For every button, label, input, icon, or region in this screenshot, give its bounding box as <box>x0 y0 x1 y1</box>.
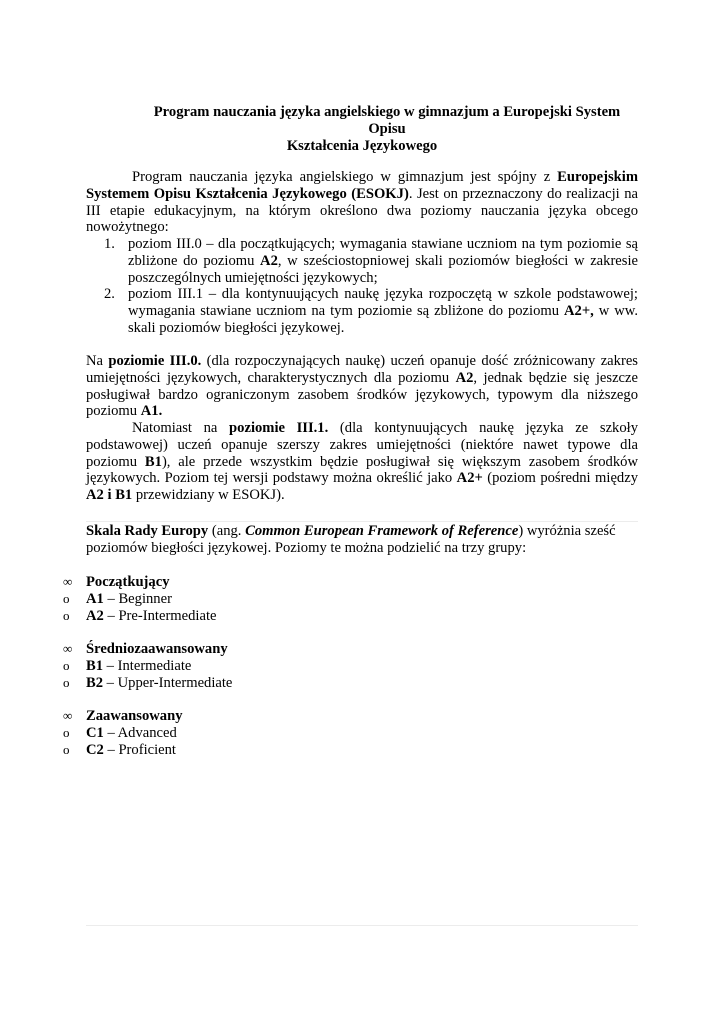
text: przewidziany w ESOKJ). <box>132 487 285 504</box>
list-item <box>0 725 724 742</box>
level-name: – Advanced <box>103 724 177 741</box>
bold-text: B1 <box>144 453 162 470</box>
list-item <box>0 675 724 692</box>
group-heading: Średniozaawansowany <box>86 641 228 657</box>
level-label <box>86 608 217 625</box>
text: ) wyróżnia sześć <box>518 523 616 539</box>
intro-bold-esokj: Europejskim Systemem Opisu Kształcenia Językowego (ESOKJ) <box>86 169 638 202</box>
bold-text: Skala Rady Europy <box>86 523 209 539</box>
level-label <box>86 725 177 742</box>
circle-bullet-icon: o <box>63 674 70 690</box>
group-heading-row <box>0 641 724 658</box>
circle-bullet-icon: o <box>63 724 70 740</box>
group-beginner <box>0 574 724 624</box>
level-text: w ww. skali poziomów biegłości językowej. <box>128 303 638 336</box>
text: (dla rozpoczynających naukę) uczeń opanuje dość zróżnicowany zakres umiejętności językowych, charakterystycznych dla poziomu <box>86 353 638 386</box>
intro-text-2: . Jest on przeznaczony do realizacji na III etapie edukacyjnym, na którym określono dwa poziomy nauczania języka obcego nowożytnego: <box>86 185 638 236</box>
intro-text-1: Program nauczania języka angielskiego w gimnazjum jest spójny z <box>132 169 558 185</box>
level-text: poziom III.0 – dla początkujących; wymagania stawiane uczniom na tym poziomie są zbliżone do poziomu <box>128 236 638 269</box>
bold-text: A1. <box>140 403 163 420</box>
bold-text: poziomie III.0. <box>108 353 202 369</box>
divider-line <box>86 521 638 522</box>
document-title <box>86 104 638 155</box>
levels-list <box>86 236 638 337</box>
level-label <box>86 742 176 759</box>
infinity-bullet-icon: ∞ <box>63 708 73 723</box>
level-code: C2 <box>86 741 104 758</box>
footer-divider-line <box>86 925 638 926</box>
level-label <box>86 675 232 692</box>
text: (ang. <box>208 523 246 539</box>
list-item <box>0 658 724 675</box>
level-name: – Beginner <box>103 590 172 607</box>
level-name: – Intermediate <box>103 657 192 674</box>
list-item <box>0 742 724 759</box>
level-item-1 <box>86 236 638 286</box>
infinity-bullet-icon: ∞ <box>63 641 73 656</box>
text: Natomiast na <box>132 420 230 436</box>
level-bold: A2 <box>260 252 278 269</box>
text: (poziom pośredni między <box>482 470 638 487</box>
level-text: poziom III.1 – dla kontynuujących naukę języka rozpoczętą w szkole podstawowej; wymagania stawiane uczniom na tym poziomie są zbliżone do poziomu <box>128 286 638 320</box>
level-name: – Upper-Intermediate <box>103 674 233 691</box>
bold-text: A2 i B1 <box>86 487 133 504</box>
text: poziomów biegłości językowej. Poziomy te można podzielić na trzy grupy: <box>86 539 527 556</box>
level-number: 2. <box>104 286 115 303</box>
level-bold: A2+, <box>563 303 594 320</box>
text: ), ale przede wszystkim będzie posługiwał się większym zasobem środków językowych. Poziom tej wersji podstawy można określić jako <box>86 453 638 487</box>
level-text: , w sześciostopniowej skali poziomów biegłości w zakresie poszczególnych umiejętności językowych; <box>128 252 638 286</box>
skala-paragraph <box>86 523 638 557</box>
level-label <box>86 658 191 675</box>
group-heading-row <box>0 574 724 591</box>
title-line-1: Program nauczania języka angielskiego w gimnazjum a Europejski System Opisu <box>153 104 621 137</box>
level-item-2 <box>86 286 638 336</box>
level-label <box>86 591 172 608</box>
paragraph-level-iii-0 <box>86 353 638 420</box>
level-code: B2 <box>86 674 104 691</box>
text: , jednak będzie się jeszcze posługiwał bardzo ograniczonym zasobem środków językowych, typowym dla niższego poziomu <box>86 369 638 420</box>
text: Na <box>86 353 109 369</box>
level-code: A2 <box>86 607 104 624</box>
text: (dla kontynuujących naukę języka ze szkoły podstawowej) uczeń opanuje szerszy zakres umiejętności (niektóre nawet typowe dla poziomu <box>86 420 638 470</box>
circle-bullet-icon: o <box>63 741 70 757</box>
circle-bullet-icon: o <box>63 607 70 623</box>
circle-bullet-icon: o <box>63 657 70 673</box>
infinity-bullet-icon: ∞ <box>63 574 73 589</box>
bold-italic-text: Common European Framework of Reference <box>245 523 519 539</box>
level-code: B1 <box>86 657 104 674</box>
level-code: C1 <box>86 724 104 741</box>
title-line-2: Kształcenia Językowego <box>286 138 438 154</box>
level-name: – Pre-Intermediate <box>103 607 217 624</box>
bold-text: poziomie III.1. <box>229 420 329 436</box>
group-heading: Zaawansowany <box>86 708 183 724</box>
group-heading-row <box>0 708 724 725</box>
level-code: A1 <box>86 590 104 607</box>
list-item <box>0 591 724 608</box>
level-number: 1. <box>104 236 115 252</box>
list-item <box>0 608 724 625</box>
intro-paragraph <box>86 169 638 236</box>
paragraph-level-iii-1 <box>86 420 638 504</box>
bold-text: A2 <box>455 369 474 386</box>
level-name: – Proficient <box>103 741 176 758</box>
group-advanced <box>0 708 724 758</box>
group-heading: Początkujący <box>86 574 170 590</box>
group-intermediate <box>0 641 724 691</box>
bold-text: A2+ <box>456 470 483 487</box>
circle-bullet-icon: o <box>63 590 70 606</box>
